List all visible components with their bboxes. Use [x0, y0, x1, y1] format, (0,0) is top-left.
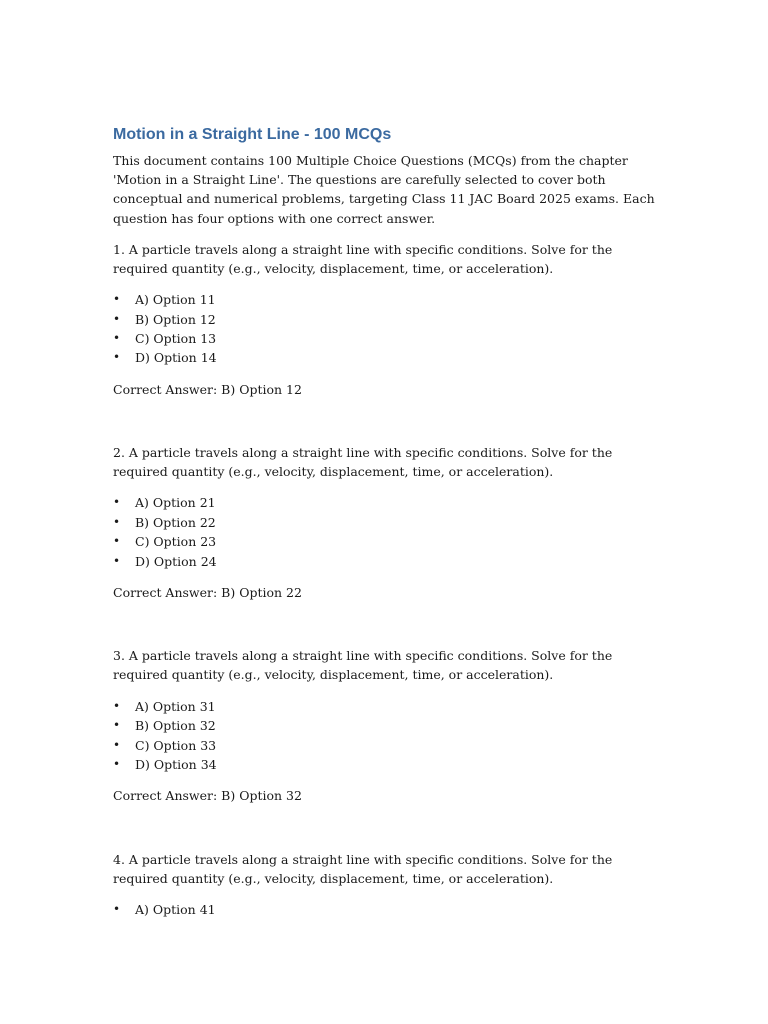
bullet-icon: • [113, 292, 121, 307]
option-label: C) Option 33 [135, 737, 217, 753]
bullet-icon: • [113, 495, 121, 510]
question-block [113, 646, 658, 805]
option-label: B) Option 32 [135, 718, 216, 734]
correct-answer: Correct Answer: B) Option 12 [113, 381, 302, 397]
options-list [113, 900, 658, 919]
option-label: C) Option 13 [135, 331, 217, 347]
option-label: B) Option 22 [135, 514, 216, 530]
option-label: D) Option 24 [135, 553, 217, 569]
question-text: 2. A particle travels along a straight line with specific conditions. Solve for the required quantity (e.g., velocity, displacement, time, or acceleration). [113, 445, 613, 480]
bullet-icon: • [113, 514, 121, 529]
option-label: C) Option 23 [135, 534, 217, 550]
option-item [113, 532, 658, 551]
bullet-icon: • [113, 756, 121, 771]
correct-answer: Correct Answer: B) Option 22 [113, 585, 302, 601]
option-item [113, 290, 658, 309]
question-block [113, 443, 658, 602]
bullet-icon: • [113, 553, 121, 568]
option-item [113, 716, 658, 735]
question-block [113, 240, 658, 399]
option-item [113, 552, 658, 571]
option-item [113, 329, 658, 348]
option-label: D) Option 34 [135, 756, 217, 772]
option-label: A) Option 21 [135, 495, 216, 511]
bullet-icon: • [113, 718, 121, 733]
document-intro: This document contains 100 Multiple Choice Questions (MCQs) from the chapter 'Motion in a Straight Line'. The questions are carefully selected to cover both conceptual and numerical problems, targeting Class 11 JAC Board 2025 exams. Each question has four options with one correct answer. [113, 153, 655, 226]
option-item [113, 900, 658, 919]
bullet-icon: • [113, 350, 121, 365]
bullet-icon: • [113, 331, 121, 346]
option-item [113, 310, 658, 329]
option-item [113, 736, 658, 755]
options-list [113, 290, 658, 368]
bullet-icon: • [113, 698, 121, 713]
option-label: D) Option 14 [135, 350, 217, 366]
option-label: A) Option 11 [135, 292, 216, 308]
document-page [113, 124, 658, 931]
question-text: 1. A particle travels along a straight line with specific conditions. Solve for the required quantity (e.g., velocity, displacement, time, or acceleration). [113, 241, 613, 277]
bullet-icon: • [113, 534, 121, 549]
bullet-icon: • [113, 737, 121, 752]
question-text: 3. A particle travels along a straight line with specific conditions. Solve for the required quantity (e.g., velocity, displacement, time, or acceleration). [113, 648, 613, 683]
option-label: A) Option 31 [135, 698, 216, 714]
option-label: B) Option 12 [135, 311, 216, 327]
bullet-icon: • [113, 311, 121, 326]
options-list [113, 493, 658, 571]
option-label: A) Option 41 [135, 901, 216, 917]
options-list [113, 697, 658, 775]
option-item [113, 493, 658, 512]
question-block [113, 850, 658, 920]
option-item [113, 755, 658, 774]
document-title: Motion in a Straight Line - 100 MCQs [113, 126, 392, 143]
option-item [113, 513, 658, 532]
question-text: 4. A particle travels along a straight line with specific conditions. Solve for the required quantity (e.g., velocity, displacement, time, or acceleration). [113, 851, 613, 886]
bullet-icon: • [113, 901, 121, 916]
option-item [113, 348, 658, 367]
correct-answer: Correct Answer: B) Option 32 [113, 788, 302, 804]
option-item [113, 697, 658, 716]
